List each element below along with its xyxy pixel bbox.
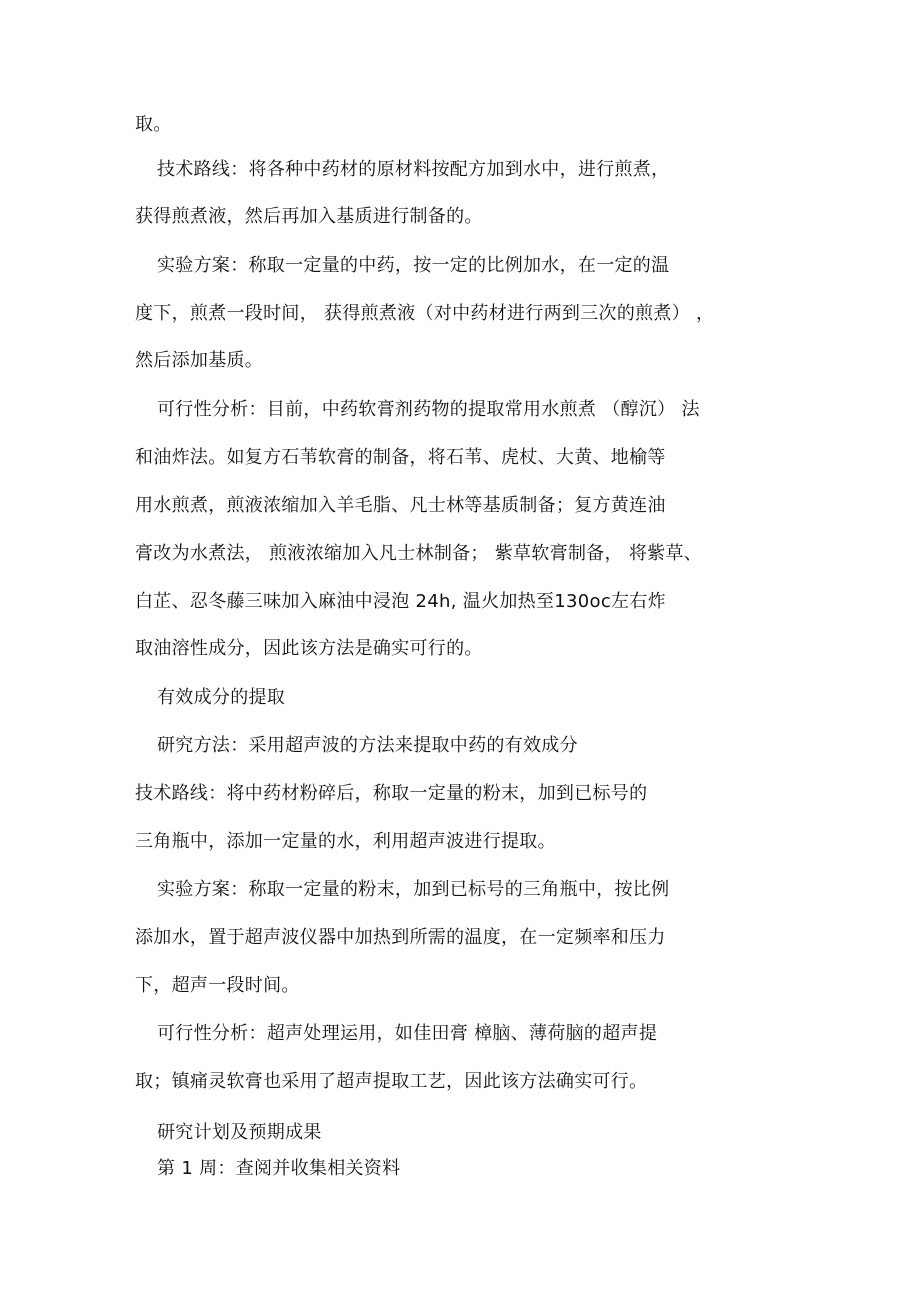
paragraph-line: 膏改为水煮法， 煎液浓缩加入凡士林制备； 紫草软膏制备， 将紫草、 (135, 543, 703, 564)
schedule-item: 第 1 周：查阅并收集相关资料 (157, 1158, 401, 1179)
paragraph-line: 实验方案：称取一定量的中药，按一定的比例加水，在一定的温 (157, 255, 670, 276)
paragraph-line: 和油炸法。如复方石苇软膏的制备，将石苇、虎杖、大黄、地榆等 (135, 447, 666, 468)
paragraph-line: 研究方法：采用超声波的方法来提取中药的有效成分 (157, 735, 578, 756)
paragraph-line: 取油溶性成分，因此该方法是确实可行的。 (135, 638, 483, 659)
paragraph-line: 技术路线：将中药材粉碎后，称取一定量的粉末，加到已标号的 (135, 783, 648, 804)
paragraph-line: 下，超声一段时间。 (135, 975, 300, 996)
paragraph-line: 添加水，置于超声波仪器中加热到所需的温度，在一定频率和压力 (135, 927, 666, 948)
paragraph-line: 取；镇痛灵软膏也采用了超声提取工艺，因此该方法确实可行。 (135, 1071, 648, 1092)
paragraph-line: 可行性分析：目前，中药软膏剂药物的提取常用水煎煮 （醇沉） 法 (157, 399, 700, 420)
paragraph-line: 取。 (135, 114, 172, 135)
paragraph-line: 实验方案：称取一定量的粉末，加到已标号的三角瓶中，按比例 (157, 879, 670, 900)
section-heading: 研究计划及预期成果 (157, 1122, 322, 1143)
paragraph-line: 获得煎煮液，然后再加入基质进行制备的。 (135, 206, 483, 227)
paragraph-line: 三角瓶中，添加一定量的水，利用超声波进行提取。 (135, 831, 556, 852)
paragraph-line: 技术路线：将各种中药材的原材料按配方加到水中，进行煎煮， (157, 159, 670, 180)
paragraph-line: 度下，煎煮一段时间， 获得煎煮液（对中药材进行两到三次的煎煮） ， (135, 303, 715, 324)
paragraph-line: 然后添加基质。 (135, 350, 264, 371)
paragraph-line: 用水煎煮，煎液浓缩加入羊毛脂、凡士林等基质制备；复方黄连油 (135, 495, 666, 516)
section-heading: 有效成分的提取 (157, 687, 286, 708)
paragraph-line: 可行性分析：超声处理运用，如佳田膏 樟脑、薄荷脑的超声提 (157, 1023, 658, 1044)
paragraph-line: 白芷、忍冬藤三味加入麻油中浸泡 24h, 温火加热至130oc左右炸 (135, 591, 666, 612)
